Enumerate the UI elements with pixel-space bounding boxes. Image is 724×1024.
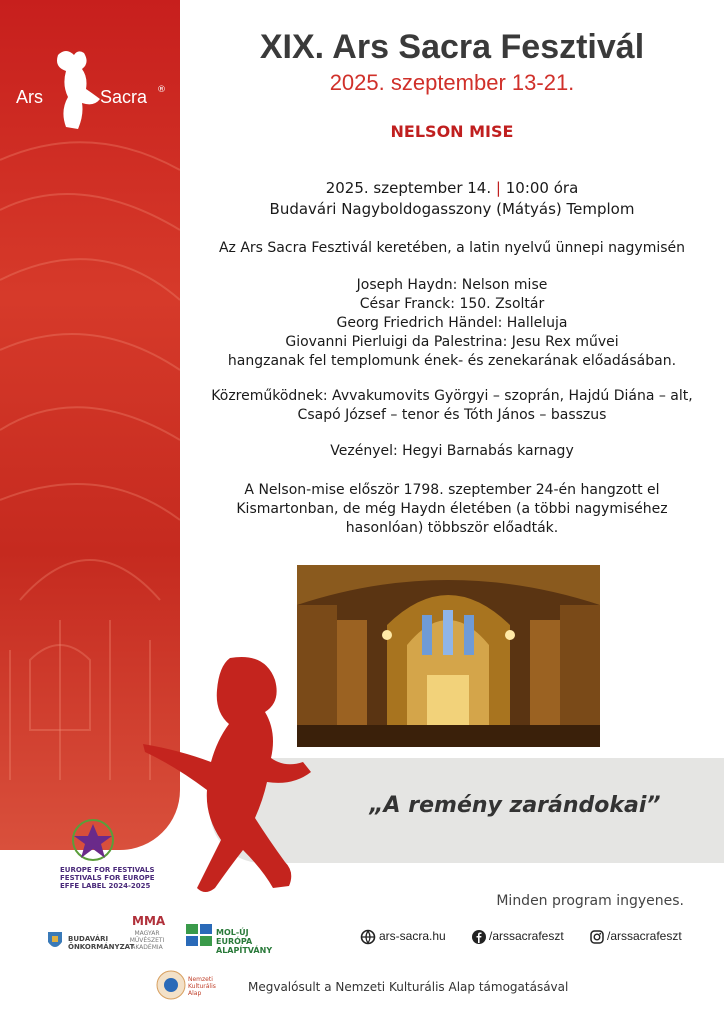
budavar-crest-icon bbox=[46, 930, 64, 952]
performers-line: Csapó József – tenor és Tóth János – basszus bbox=[297, 407, 607, 423]
molje-logo-icon bbox=[186, 924, 214, 946]
event-datetime-block bbox=[180, 178, 724, 220]
globe-icon bbox=[360, 929, 376, 945]
program-item: Giovanni Pierluigi da Palestrina: Jesu Rex művei bbox=[285, 334, 619, 350]
event-venue: Budavári Nagyboldogasszony (Mátyás) Templom bbox=[269, 200, 635, 218]
program-item: César Franck: 150. Zsoltár bbox=[359, 296, 545, 312]
event-time: 10:00 óra bbox=[505, 179, 579, 197]
logo-sacra-text: Sacra bbox=[100, 87, 148, 107]
festival-dates: 2025. szeptember 13-21. bbox=[329, 70, 575, 95]
effe-label-text bbox=[60, 866, 155, 890]
facebook-handle: /arssacrafeszt bbox=[489, 929, 564, 943]
budavar-sponsor-text: BUDAVÁRI ÖNKORMÁNYZAT bbox=[68, 935, 135, 951]
instagram-link[interactable] bbox=[590, 929, 682, 944]
website-url: ars-sacra.hu bbox=[379, 929, 446, 944]
effe-line: EUROPE FOR FESTIVALS bbox=[60, 866, 155, 874]
program-list bbox=[180, 276, 724, 371]
registered-mark: ® bbox=[157, 85, 166, 95]
history-line: A Nelson-mise először 1798. szeptember 24-én hangzott el bbox=[244, 482, 660, 498]
separator: | bbox=[495, 179, 501, 197]
instagram-handle: /arssacrafeszt bbox=[607, 929, 682, 943]
church-interior-photo bbox=[297, 565, 600, 747]
red-cherub-illustration bbox=[135, 650, 335, 900]
facebook-icon bbox=[472, 930, 486, 944]
history-line: Kismartonban, de még Haydn életében (a többi nagymiséhez bbox=[236, 501, 668, 517]
event-name: NELSON MISE bbox=[390, 122, 514, 141]
logo-ars-text: Ars bbox=[16, 87, 43, 107]
effe-line: EFFE LABEL 2024-2025 bbox=[60, 882, 151, 890]
program-item: hangzanak fel templomunk ének- és zenekarának előadásában. bbox=[227, 353, 677, 369]
free-program-note: Minden program ingyenes. bbox=[496, 893, 684, 909]
footer-support-text: Megvalósult a Nemzeti Kulturális Alap támogatásával bbox=[248, 980, 569, 994]
conductor-text: Vezényel: Hegyi Barnabás karnagy bbox=[330, 443, 574, 459]
mmm-monogram-icon: MMA bbox=[132, 914, 166, 928]
facebook-link[interactable] bbox=[472, 929, 564, 944]
history-line: hasonlóan) többször előadták. bbox=[345, 520, 559, 536]
molje-sponsor-text: MOL-ÚJ EURÓPA ALAPÍTVÁNY bbox=[216, 928, 273, 955]
performers-line: Közreműködnek: Avvakumovits Györgyi – szoprán, Hajdú Diána – alt, bbox=[211, 388, 693, 404]
motto-text: „A remény zarándokai” bbox=[369, 793, 661, 818]
program-item: Joseph Haydn: Nelson mise bbox=[356, 277, 548, 293]
nka-sponsor-text: Nemzeti Kulturális Alap bbox=[188, 976, 216, 997]
website-link[interactable] bbox=[360, 929, 446, 945]
effe-line: FESTIVALS FOR EUROPE bbox=[60, 874, 155, 882]
festival-title: XIX. Ars Sacra Fesztivál bbox=[259, 28, 645, 66]
nka-logo-icon bbox=[156, 970, 186, 1000]
intro-text: Az Ars Sacra Fesztivál keretében, a latin nyelvű ünnepi nagymisén bbox=[218, 240, 686, 256]
ars-sacra-logo bbox=[14, 45, 174, 135]
program-item: Georg Friedrich Händel: Halleluja bbox=[336, 315, 568, 331]
event-date: 2025. szeptember 14. bbox=[325, 179, 492, 197]
effe-label-logo bbox=[62, 818, 124, 866]
performers-text bbox=[180, 387, 724, 425]
instagram-icon bbox=[590, 930, 604, 944]
history-text bbox=[180, 481, 724, 538]
mmm-sponsor-text: MAGYAR MŰVÉSZETI AKADÉMIA bbox=[129, 930, 165, 951]
